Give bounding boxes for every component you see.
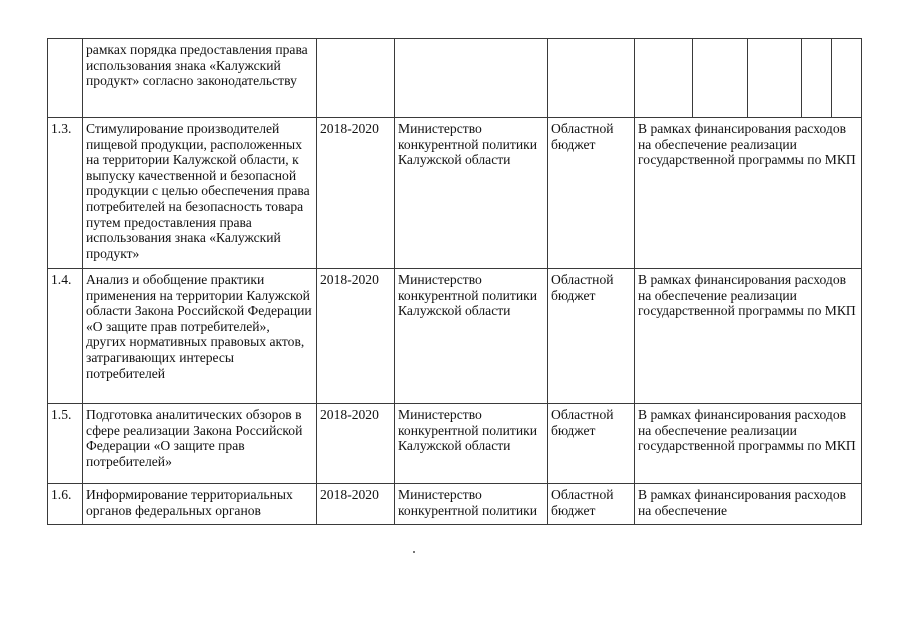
table-row-continuation <box>48 39 862 118</box>
financing-year-cell <box>748 39 802 118</box>
row-number-cell: 1.6. <box>48 484 83 525</box>
financing-year-cell <box>832 39 862 118</box>
activity-cell: Стимулирование производителей пищевой продукции, расположенных на территории Калужской области, к выпуску качественной и безопасной продукции с целью обеспечения права потребителей на безопасность товара путем предоставления права использования знака «Калужский продукт» <box>83 118 317 269</box>
table-row <box>48 484 862 525</box>
activity-cell: Анализ и обобщение практики применения на территории Калужской области Закона Российской Федерации «О защите прав потребителей», других нормативных правовых актов, затрагивающих интересы потребителей <box>83 269 317 404</box>
row-number-cell: 1.3. <box>48 118 83 269</box>
financing-note-cell: В рамках финансирования расходов на обеспечение реализации государственной программы по МКП <box>635 118 862 269</box>
executor-cell <box>395 39 548 118</box>
period-cell: 2018-2020 <box>317 118 395 269</box>
source-cell: Областной бюджет <box>548 484 635 525</box>
row-number-cell: 1.5. <box>48 404 83 484</box>
financing-year-cell <box>635 39 693 118</box>
source-cell: Областной бюджет <box>548 404 635 484</box>
financing-note-cell: В рамках финансирования расходов на обеспечение <box>635 484 862 525</box>
activity-cell: рамках порядка предоставления права использования знака «Калужский продукт» согласно законодательству <box>83 39 317 118</box>
source-cell: Областной бюджет <box>548 269 635 404</box>
financing-year-cell <box>802 39 832 118</box>
table-row <box>48 118 862 269</box>
period-cell <box>317 39 395 118</box>
executor-cell: Министерство конкурентной политики Калужской области <box>395 269 548 404</box>
financing-year-cell <box>693 39 748 118</box>
measures-table <box>47 38 862 525</box>
row-number-cell <box>48 39 83 118</box>
executor-cell: Министерство конкурентной политики Калужской области <box>395 118 548 269</box>
period-cell: 2018-2020 <box>317 269 395 404</box>
activity-cell: Подготовка аналитических обзоров в сфере реализации Закона Российской Федерации «О защите прав потребителей» <box>83 404 317 484</box>
table-row <box>48 269 862 404</box>
period-cell: 2018-2020 <box>317 484 395 525</box>
activity-cell: Информирование территориальных органов федеральных органов <box>83 484 317 525</box>
row-number-cell: 1.4. <box>48 269 83 404</box>
source-cell: Областной бюджет <box>548 118 635 269</box>
period-cell: 2018-2020 <box>317 404 395 484</box>
executor-cell: Министерство конкурентной политики Калужской области <box>395 404 548 484</box>
source-cell <box>548 39 635 118</box>
table-row <box>48 404 862 484</box>
financing-note-cell: В рамках финансирования расходов на обеспечение реализации государственной программы по МКП <box>635 269 862 404</box>
scan-speck <box>413 551 415 553</box>
executor-cell: Министерство конкурентной политики <box>395 484 548 525</box>
financing-note-cell: В рамках финансирования расходов на обеспечение реализации государственной программы по МКП <box>635 404 862 484</box>
